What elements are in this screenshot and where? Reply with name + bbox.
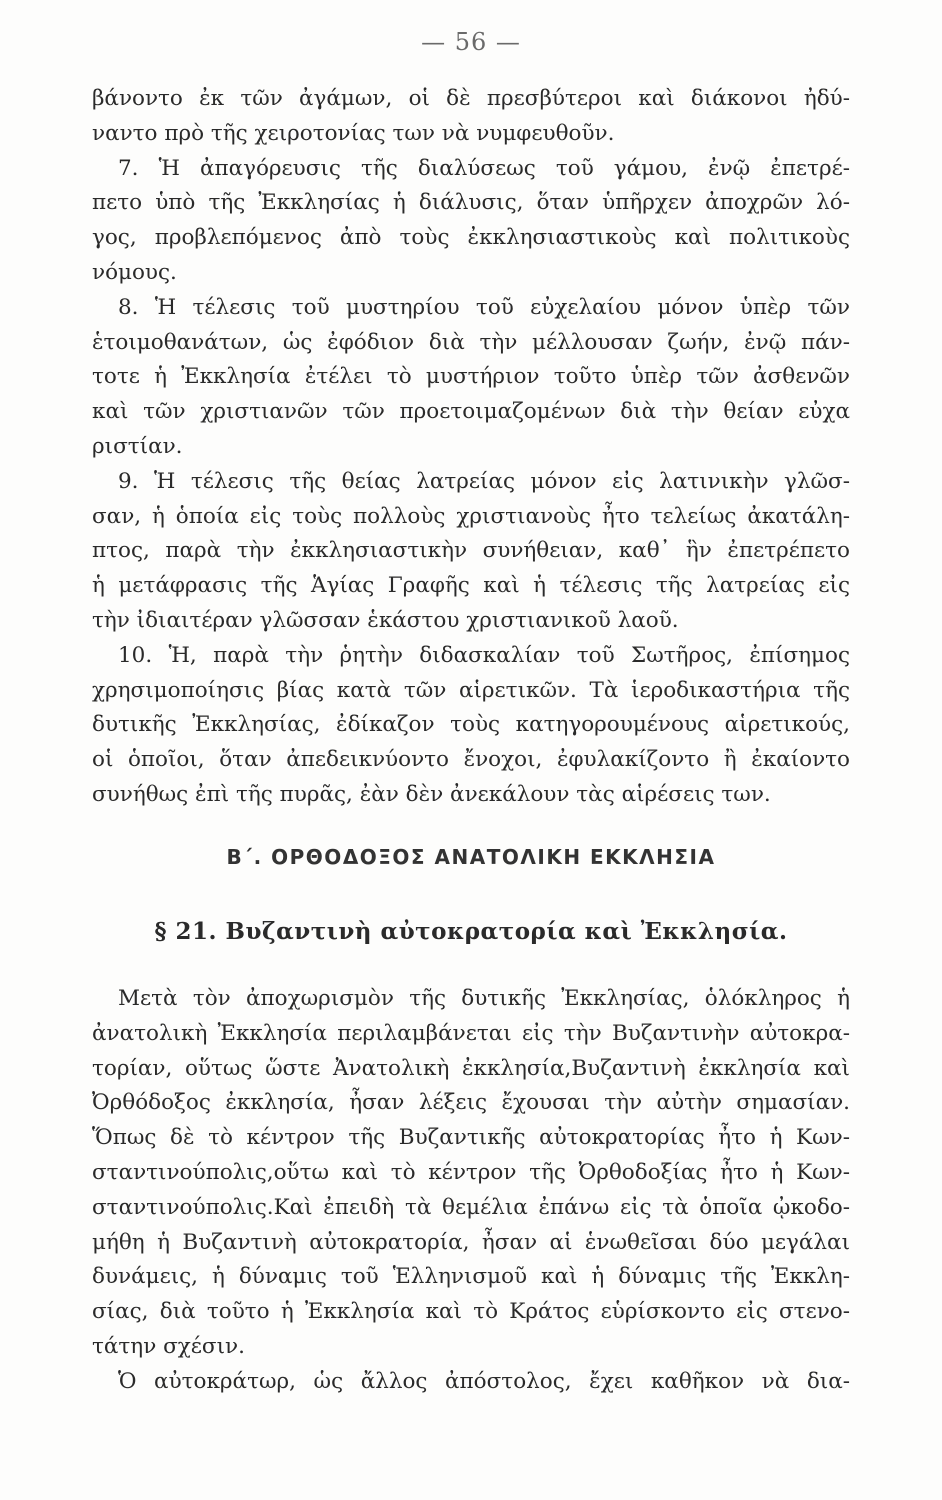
- part-heading: Β΄. ΟΡΘΟΔΟΞΟΣ ΑΝΑΤΟΛΙΚΗ ΕΚΚΛΗΣΙΑ: [226, 845, 716, 869]
- text-line: Ὁ αὐτοκράτωρ, ὡς ἄλλος ἀπόστολος, ἔχει καθῆκον νὰ δια-: [118, 1368, 850, 1394]
- section-heading: § 21. Βυζαντινὴ αὐτοκρατορία καὶ Ἐκκλησία.: [154, 918, 788, 945]
- text-line: δυνάμεις, ἡ δύναμις τοῦ Ἑλληνισμοῦ καὶ ἡ δύναμις τῆς Ἐκκλη-: [92, 1264, 850, 1290]
- text-line: Ὀρθόδοξος ἐκκλησία, ἦσαν λέξεις ἔχουσαι τὴν αὐτὴν σημασίαν.: [92, 1090, 850, 1116]
- text-line: Μετὰ τὸν ἀποχωρισμὸν τῆς δυτικῆς Ἐκκλησίας, ὁλόκληρος ἡ: [118, 986, 850, 1011]
- text-line: ἑτοιμοθανάτων, ὡς ἐφόδιον διὰ τὴν μέλλουσαν ζωήν, ἐνῷ πάν-: [92, 329, 850, 355]
- text-line: 8. Ἡ τέλεσις τοῦ μυστηρίου τοῦ εὐχελαίου μόνον ὑπὲρ τῶν: [118, 294, 850, 320]
- text-line: χρησιμοποίησις βίας κατὰ τῶν αἱρετικῶν. Τὰ ἱεροδικαστήρια τῆς: [92, 677, 850, 703]
- text-line: δυτικῆς Ἐκκλησίας, ἐδίκαζον τοὺς κατηγορουμένους αἱρετικούς,: [92, 712, 850, 738]
- text-line: σταντινούπολις.Καὶ ἐπειδὴ τὰ θεμέλια ἐπάνω εἰς τὰ ὁποῖα ᾠκοδο-: [92, 1194, 850, 1220]
- text-line: πτος, παρὰ τὴν ἐκκλησιαστικὴν συνήθειαν, καθ᾿ ἣν ἐπετρέπετο: [92, 538, 850, 564]
- text-line: Ὅπως δὲ τὸ κέντρον τῆς Βυζαντικῆς αὐτοκρατορίας ἦτο ἡ Κων-: [92, 1125, 850, 1151]
- text-line: γος, προβλεπόμενος ἀπὸ τοὺς ἐκκλησιαστικοὺς καὶ πολιτικοὺς: [92, 225, 850, 251]
- text-line: μήθη ἡ Βυζαντινὴ αὐτοκρατορία, ἦσαν αἱ ἑνωθεῖσαι δύο μεγάλαι: [92, 1229, 850, 1255]
- text-line: ἀνατολικὴ Ἐκκλησία περιλαμβάνεται εἰς τὴν Βυζαντινὴν αὐτοκρα-: [92, 1020, 850, 1046]
- text-line: ἡ μετάφρασις τῆς Ἁγίας Γραφῆς καὶ ἡ τέλεσις τῆς λατρείας εἰς: [92, 573, 850, 599]
- text-line: τοτε ἡ Ἐκκλησία ἐτέλει τὸ μυστήριον τοῦτο ὑπὲρ τῶν ἀσθενῶν: [92, 364, 850, 390]
- page-number: — 56 —: [421, 28, 521, 56]
- text-line: ριστίαν.: [92, 433, 183, 459]
- text-line: σίας, διὰ τοῦτο ἡ Ἐκκλησία καὶ τὸ Κράτος εὑρίσκοντο εἰς στενο-: [92, 1299, 850, 1325]
- text-block-top: [92, 82, 850, 813]
- text-line: τορίαν, οὕτως ὥστε Ἀνατολικὴ ἐκκλησία,Βυζαντινὴ ἐκκλησία καὶ: [92, 1055, 850, 1081]
- text-line: συνήθως ἐπὶ τῆς πυρᾶς, ἐὰν δὲν ἀνεκάλουν τὰς αἱρέσεις των.: [92, 781, 771, 807]
- text-block-bottom: [92, 982, 850, 1400]
- text-line: πετο ὑπὸ τῆς Ἐκκλησίας ἡ διάλυσις, ὅταν ὑπῆρχεν ἀποχρῶν λό-: [92, 190, 850, 216]
- text-line: 7. Ἡ ἀπαγόρευσις τῆς διαλύσεως τοῦ γάμου, ἐνῷ ἐπετρέ-: [118, 155, 850, 181]
- text-line: 10. Ἡ, παρὰ τὴν ῥητὴν διδασκαλίαν τοῦ Σωτῆρος, ἐπίσημος: [118, 642, 850, 668]
- text-line: καὶ τῶν χριστιανῶν τῶν προετοιμαζομένων διὰ τὴν θείαν εὐχα: [92, 399, 850, 425]
- text-line: τάτην σχέσιν.: [92, 1333, 245, 1359]
- text-line: 9. Ἡ τέλεσις τῆς θείας λατρείας μόνον εἰς λατινικὴν γλῶσ-: [118, 468, 850, 494]
- text-line: ναντο πρὸ τῆς χειροτονίας των νὰ νυμφευθοῦν.: [92, 120, 615, 146]
- text-line: οἱ ὁποῖοι, ὅταν ἀπεδεικνύοντο ἔνοχοι, ἐφυλακίζοντο ἢ ἐκαίοντο: [92, 747, 850, 773]
- text-line: τὴν ἰδιαιτέραν γλῶσσαν ἑκάστου χριστιανικοῦ λαοῦ.: [92, 607, 679, 633]
- text-line: βάνοντο ἐκ τῶν ἀγάμων, οἱ δὲ πρεσβύτεροι καὶ διάκονοι ἠδύ-: [92, 86, 850, 111]
- text-line: νόμους.: [92, 259, 177, 285]
- text-line: σταντινούπολις,οὕτω καὶ τὸ κέντρον τῆς Ὀρθοδοξίας ἦτο ἡ Κων-: [92, 1159, 850, 1185]
- text-line: σαν, ἡ ὁποία εἰς τοὺς πολλοὺς χριστιανοὺς ἦτο τελείως ἀκατάλη-: [92, 503, 850, 529]
